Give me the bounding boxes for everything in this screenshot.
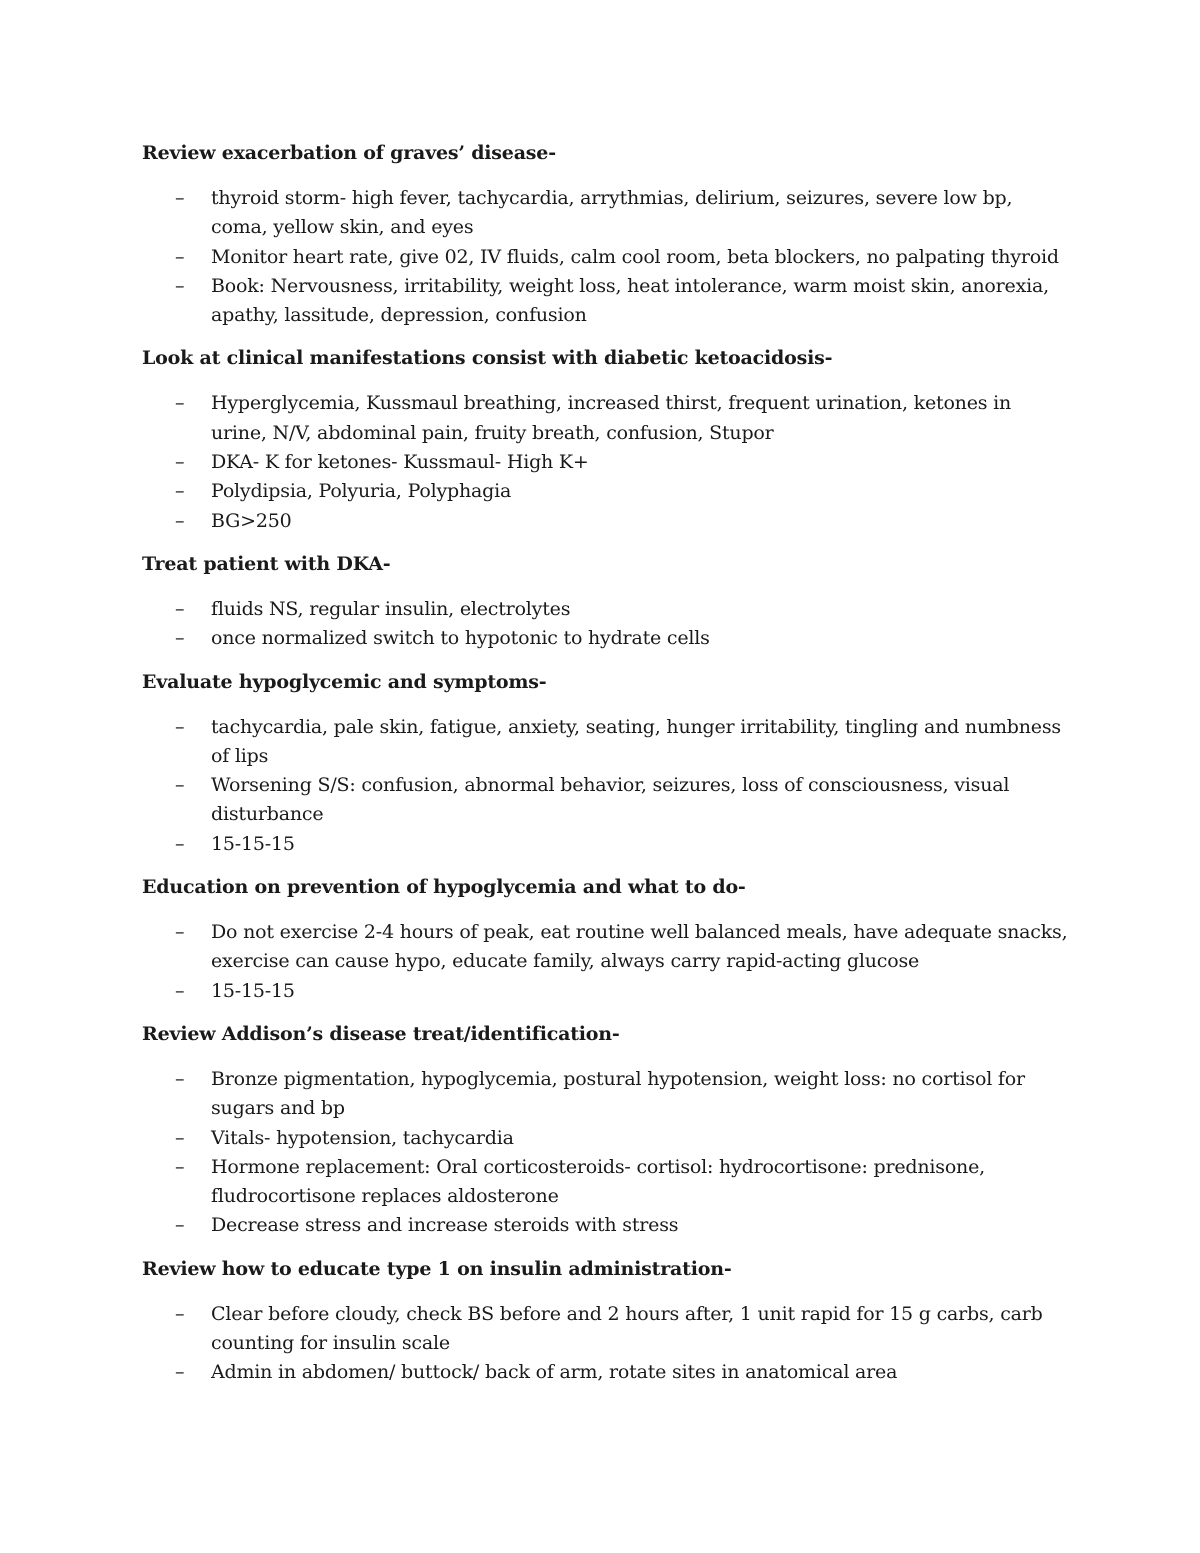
section-heading: Review Addison’s disease treat/identification- (142, 1022, 620, 1045)
list-item-text: 15-15-15 (211, 832, 295, 855)
bullet-list (142, 1300, 1072, 1388)
dash-bullet-icon: – (175, 597, 185, 620)
list-item-text: Book: Nervousness, irritability, weight loss, heat intolerance, warm moist skin, anorexia, apathy, lassitude, depression, confusion (211, 274, 1049, 327)
dash-bullet-icon: – (175, 1126, 185, 1149)
list-item (142, 389, 1072, 448)
dash-bullet-icon: – (175, 627, 185, 650)
bullet-list (142, 595, 1072, 654)
section-heading: Review how to educate type 1 on insulin administration- (142, 1257, 732, 1280)
list-item (142, 1153, 1072, 1212)
bullet-list (142, 713, 1072, 859)
list-item-text: fluids NS, regular insulin, electrolytes (211, 597, 571, 620)
list-item (142, 507, 1072, 536)
dash-bullet-icon: – (175, 509, 185, 532)
dash-bullet-icon: – (175, 921, 185, 944)
dash-bullet-icon: – (175, 774, 185, 797)
section-treat-dka (142, 550, 1072, 654)
list-item-text: Admin in abdomen/ buttock/ back of arm, rotate sites in anatomical area (211, 1361, 898, 1384)
dash-bullet-icon: – (175, 1155, 185, 1178)
section-heading: Evaluate hypoglycemic and symptoms- (142, 670, 547, 693)
list-item-text: Hyperglycemia, Kussmaul breathing, increased thirst, frequent urination, ketones in urine, N/V, abdominal pain, fruity breath, confusion, Stupor (211, 392, 1012, 444)
list-item (142, 1124, 1072, 1153)
list-item (142, 830, 1072, 859)
list-item (142, 243, 1072, 272)
section-addisons (142, 1020, 1072, 1241)
list-item-text: 15-15-15 (211, 979, 295, 1002)
list-item (142, 713, 1072, 772)
section-insulin-education (142, 1255, 1072, 1388)
dash-bullet-icon: – (175, 1361, 185, 1384)
list-item-text: once normalized switch to hypotonic to hydrate cells (211, 627, 710, 650)
dash-bullet-icon: – (175, 451, 185, 474)
list-item-text: Monitor heart rate, give 02, IV fluids, calm cool room, beta blockers, no palpating thyroid (211, 245, 1059, 268)
dash-bullet-icon: – (175, 715, 185, 738)
list-item (142, 477, 1072, 506)
list-item (142, 771, 1072, 830)
list-item-text: Clear before cloudy, check BS before and 2 hours after, 1 unit rapid for 15 g carbs, carb counting for insulin scale (211, 1302, 1043, 1355)
list-item (142, 1065, 1072, 1124)
dash-bullet-icon: – (175, 1302, 185, 1325)
list-item (142, 595, 1072, 624)
list-item (142, 448, 1072, 477)
section-heading: Treat patient with DKA- (142, 552, 391, 575)
section-heading: Look at clinical manifestations consist with diabetic ketoacidosis- (142, 347, 833, 370)
list-item (142, 184, 1072, 243)
section-graves (142, 139, 1072, 330)
list-item-text: Worsening S/S: confusion, abnormal behavior, seizures, loss of consciousness, visual disturbance (211, 774, 1010, 826)
dash-bullet-icon: – (175, 480, 185, 503)
document-page (142, 139, 1072, 1402)
list-item (142, 1300, 1072, 1359)
list-item (142, 624, 1072, 653)
dash-bullet-icon: – (175, 832, 185, 855)
section-heading: Education on prevention of hypoglycemia and what to do- (142, 876, 746, 899)
bullet-list (142, 389, 1072, 535)
list-item (142, 918, 1072, 977)
dash-bullet-icon: – (175, 274, 185, 297)
list-item-text: Do not exercise 2-4 hours of peak, eat routine well balanced meals, have adequate snacks, exercise can cause hypo, educate family, always carry rapid-acting glucose (211, 921, 1068, 973)
list-item-text: Polydipsia, Polyuria, Polyphagia (211, 480, 512, 503)
list-item-text: Hormone replacement: Oral corticosteroids- cortisol: hydrocortisone: prednisone, fludrocortisone replaces aldosterone (211, 1155, 985, 1208)
list-item-text: Bronze pigmentation, hypoglycemia, postural hypotension, weight loss: no cortisol for sugars and bp (211, 1067, 1025, 1120)
dash-bullet-icon: – (175, 187, 185, 209)
section-hypoglycemia-prevention (142, 873, 1072, 1006)
list-item-text: DKA- K for ketones- Kussmaul- High K+ (211, 451, 589, 474)
list-item-text: BG>250 (211, 509, 292, 532)
bullet-list (142, 1065, 1072, 1241)
dash-bullet-icon: – (175, 245, 185, 268)
bullet-list (142, 184, 1072, 330)
list-item-text: Vitals- hypotension, tachycardia (211, 1126, 514, 1149)
list-item (142, 272, 1072, 331)
list-item (142, 1358, 1072, 1387)
list-item-text: thyroid storm- high fever, tachycardia, arrythmias, delirium, seizures, severe low bp, coma, yellow skin, and eyes (211, 187, 1013, 239)
dash-bullet-icon: – (175, 1067, 185, 1090)
list-item-text: Decrease stress and increase steroids with stress (211, 1214, 679, 1237)
section-heading: Review exacerbation of graves’ disease- (142, 142, 556, 164)
bullet-list (142, 918, 1072, 1006)
section-dka-manifestations (142, 344, 1072, 535)
dash-bullet-icon: – (175, 979, 185, 1002)
list-item-text: tachycardia, pale skin, fatigue, anxiety, seating, hunger irritability, tingling and numbness of lips (211, 715, 1061, 767)
list-item (142, 1211, 1072, 1240)
dash-bullet-icon: – (175, 392, 185, 415)
dash-bullet-icon: – (175, 1214, 185, 1237)
section-hypoglycemic-symptoms (142, 668, 1072, 859)
list-item (142, 977, 1072, 1006)
